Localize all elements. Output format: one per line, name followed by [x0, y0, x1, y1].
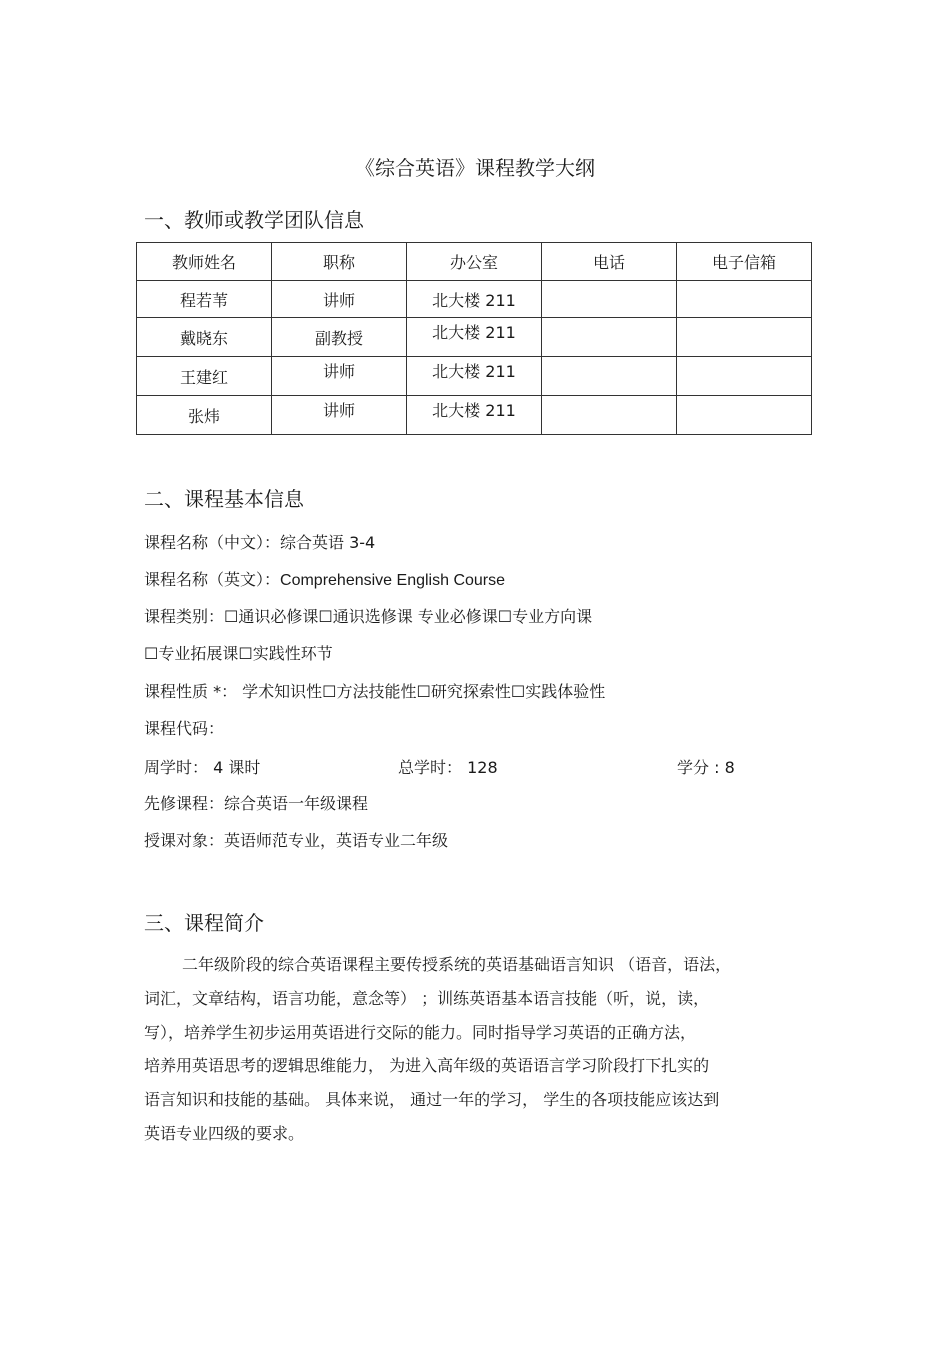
course-name-cn: 课程名称（中文）：综合英语 3-4	[144, 533, 376, 552]
prerequisite-course: 先修课程：综合英语一年级课程	[144, 794, 369, 813]
teacher-office: 北大楼 211	[407, 357, 542, 396]
teacher-title: 副教授	[272, 318, 407, 357]
course-name-en-label: 课程名称（英文）：	[144, 570, 281, 589]
column-header-title: 职称	[272, 243, 407, 281]
teacher-email	[677, 318, 812, 357]
course-category-line1: 课程类别：☐通识必修课☐通识选修课 专业必修课☐专业方向课	[144, 607, 593, 626]
table-row	[137, 318, 812, 357]
teacher-office: 北大楼 211	[407, 281, 542, 318]
table-header-row	[137, 243, 812, 281]
column-header-name: 教师姓名	[137, 243, 272, 281]
table-row	[137, 357, 812, 396]
course-intro-paragraph	[144, 948, 814, 1151]
intro-line: 二年级阶段的综合英语课程主要传授系统的英语基础语言知识 （语音，语法，	[182, 955, 732, 974]
target-audience: 授课对象：英语师范专业，英语专业二年级	[144, 831, 449, 850]
teacher-phone	[542, 318, 677, 357]
section-heading-teachers: 一、教师或教学团队信息	[144, 208, 364, 232]
course-code: 课程代码：	[144, 719, 225, 738]
teacher-name: 戴晓东	[137, 318, 272, 357]
course-name-en	[144, 567, 505, 590]
column-header-email: 电子信箱	[677, 243, 812, 281]
teacher-name: 张炜	[137, 396, 272, 435]
credits: 学分 : 8	[677, 758, 735, 777]
teacher-phone	[542, 281, 677, 318]
course-category-line2: ☐专业拓展课☐实践性环节	[144, 644, 333, 663]
weekly-hours: 周学时： 4 课时	[144, 758, 261, 777]
column-header-phone: 电话	[542, 243, 677, 281]
table-row	[137, 281, 812, 318]
teacher-name: 程若苇	[137, 281, 272, 318]
section-heading-intro: 三、课程简介	[144, 911, 264, 935]
course-nature: 课程性质 *： 学术知识性☐方法技能性☐研究探索性☐实践体验性	[144, 682, 606, 701]
teacher-office: 北大楼 211	[407, 318, 542, 357]
column-header-office: 办公室	[407, 243, 542, 281]
table-row	[137, 396, 812, 435]
teacher-email	[677, 281, 812, 318]
teacher-title: 讲师	[272, 396, 407, 435]
teacher-table	[136, 242, 812, 435]
document-title: 《综合英语》课程教学大纲	[355, 156, 595, 180]
intro-line: 写），培养学生初步运用英语进行交际的能力。同时指导学习英语的正确方法，	[144, 1022, 697, 1042]
intro-line: 语言知识和技能的基础。 具体来说， 通过一年的学习， 学生的各项技能应该达到	[144, 1090, 720, 1110]
teacher-phone	[542, 357, 677, 396]
intro-line: 词汇，文章结构，语言功能，意念等） ；训练英语基本语言技能（听，说，读，	[144, 988, 710, 1008]
teacher-office: 北大楼 211	[407, 396, 542, 435]
intro-line: 培养用英语思考的逻辑思维能力， 为进入高年级的英语语言学习阶段打下扎实的	[144, 1056, 710, 1076]
section-heading-basic-info: 二、课程基本信息	[144, 487, 304, 511]
intro-line: 英语专业四级的要求。	[144, 1123, 305, 1143]
teacher-email	[677, 396, 812, 435]
teacher-title: 讲师	[272, 357, 407, 396]
course-name-en-value: Comprehensive English Course	[280, 572, 506, 589]
teacher-name: 王建红	[137, 357, 272, 396]
teacher-phone	[542, 396, 677, 435]
total-hours: 总学时： 128	[398, 758, 498, 777]
teacher-email	[677, 357, 812, 396]
teacher-title: 讲师	[272, 281, 407, 318]
